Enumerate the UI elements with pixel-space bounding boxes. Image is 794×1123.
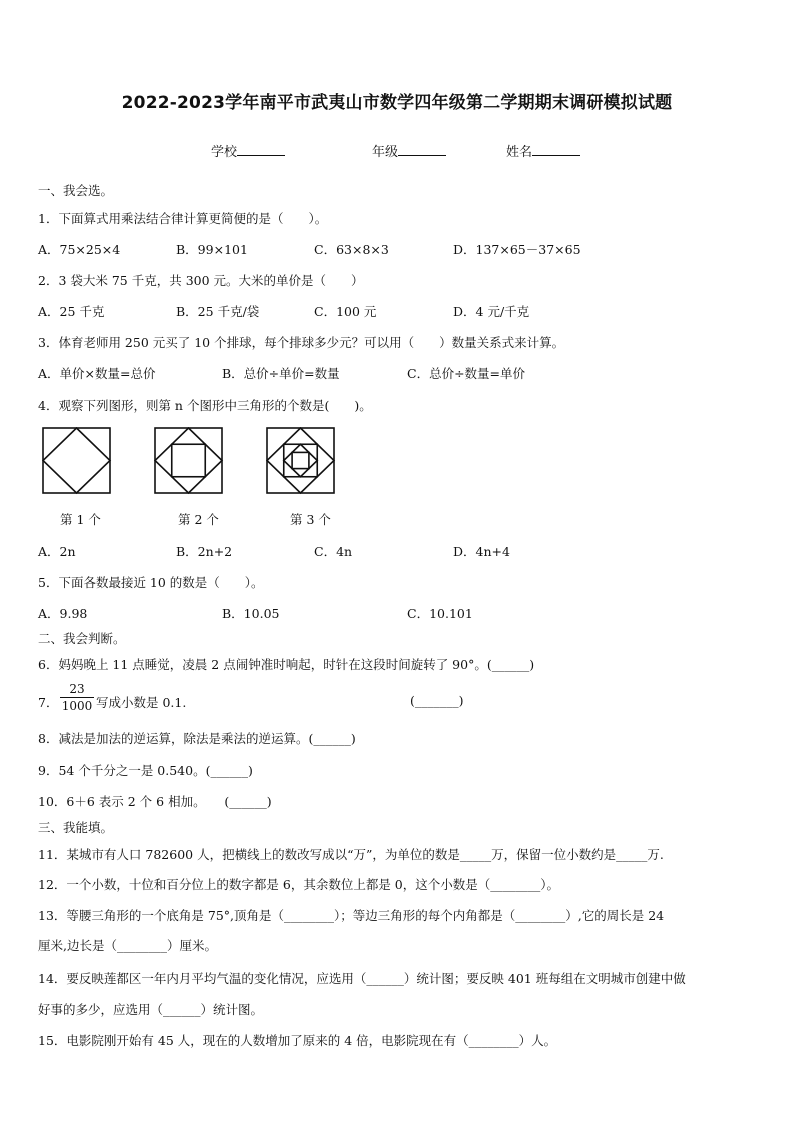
question-6: 6．妈妈晚上 11 点睡觉，凌晨 2 点闹钟准时响起，时针在这段时间旋转了 90°。(______) xyxy=(38,657,535,672)
q1-option-b[interactable]: B．99×101 xyxy=(176,242,248,257)
q2-option-c[interactable]: C．100 元 xyxy=(314,304,377,319)
figure-3 xyxy=(266,427,336,495)
q4-option-c[interactable]: C．4n xyxy=(314,544,353,559)
q2-option-d[interactable]: D．4 元/千克 xyxy=(453,304,530,319)
q4-option-b[interactable]: B．2n+2 xyxy=(176,544,233,559)
page-title: 2022-2023学年南平市武夷山市数学四年级第二学期期末调研模拟试题 xyxy=(121,93,673,113)
question-15: 15．电影院刚开始有 45 人，现在的人数增加了原来的 4 倍，电影院现在有（________）人。 xyxy=(38,1033,557,1048)
question-14-line-2: 好事的多少，应选用（______）统计图。 xyxy=(38,1002,264,1017)
figure-1 xyxy=(42,427,112,495)
question-5: 5．下面各数最接近 10 的数是（ ）。 xyxy=(38,575,264,590)
q1-option-d[interactable]: D．137×65－37×65 xyxy=(453,242,581,257)
figure-1-label: 第 1 个 xyxy=(60,512,101,527)
school-blank[interactable] xyxy=(237,143,285,156)
question-12: 12．一个小数，十位和百分位上的数字都是 6，其余数位上都是 0，这个小数是（________）。 xyxy=(38,877,560,892)
question-11: 11．某城市有人口 782600 人，把横线上的数改写成以“万”，为单位的数是_____万，保留一位小数约是_____万. xyxy=(38,847,664,862)
question-13-line-1: 13．等腰三角形的一个底角是 75°,顶角是（________）；等边三角形的每个内角都是（________）,它的周长是 24 xyxy=(38,908,665,923)
question-14-line-1: 14．要反映莲都区一年内月平均气温的变化情况，应选用（______）统计图；要反映 401 班每组在文明城市创建中做 xyxy=(38,971,686,986)
section-heading-judge: 二、我会判断。 xyxy=(38,631,126,646)
school-field xyxy=(211,141,285,160)
q3-option-c[interactable]: C．总价÷数量=单价 xyxy=(407,366,526,381)
question-10: 10．6＋6 表示 2 个 6 相加。 (______) xyxy=(38,794,272,809)
figure-2 xyxy=(154,427,224,495)
q1-option-a[interactable]: A．75×25×4 xyxy=(38,242,121,257)
question-9: 9．54 个千分之一是 0.540。(______) xyxy=(38,763,253,778)
question-3: 3．体育老师用 250 元买了 10 个排球，每个排球多少元？可以用（ ）数量关系式来计算。 xyxy=(38,335,565,350)
school-label: 学校 xyxy=(211,145,238,160)
q5-option-b[interactable]: B．10.05 xyxy=(222,606,280,621)
question-4: 4．观察下列图形，则第 n 个图形中三角形的个数是( )。 xyxy=(38,398,372,413)
name-field xyxy=(506,141,580,160)
q5-option-a[interactable]: A．9.98 xyxy=(38,606,88,621)
q2-option-a[interactable]: A．25 千克 xyxy=(38,304,105,319)
name-label: 姓名 xyxy=(506,145,533,160)
grade-blank[interactable] xyxy=(398,143,446,156)
grade-field xyxy=(372,141,446,160)
q7-answer-blank[interactable]: (_______) xyxy=(410,693,464,708)
question-7-prefix: 7． xyxy=(38,695,59,710)
name-blank[interactable] xyxy=(532,143,580,156)
q5-option-c[interactable]: C．10.101 xyxy=(407,606,473,621)
grade-label: 年级 xyxy=(372,145,399,160)
question-13-line-2: 厘米,边长是（________）厘米。 xyxy=(38,938,217,953)
q1-option-c[interactable]: C．63×8×3 xyxy=(314,242,389,257)
q2-option-b[interactable]: B．25 千克/袋 xyxy=(176,304,260,319)
q7-fraction xyxy=(60,682,94,713)
section-heading-fill: 三、我能填。 xyxy=(38,820,114,835)
question-7: 写成小数是 0.1. xyxy=(96,695,187,710)
figure-2-label: 第 2 个 xyxy=(178,512,219,527)
q3-option-b[interactable]: B．总价÷单价=数量 xyxy=(222,366,340,381)
question-8: 8．减法是加法的逆运算，除法是乘法的逆运算。(______) xyxy=(38,731,356,746)
q7-numerator: 23 xyxy=(60,682,94,698)
q4-option-d[interactable]: D．4n+4 xyxy=(453,544,510,559)
q4-option-a[interactable]: A．2n xyxy=(38,544,76,559)
question-1: 1．下面算式用乘法结合律计算更简便的是（ ）。 xyxy=(38,211,328,226)
figure-3-label: 第 3 个 xyxy=(290,512,331,527)
q7-denominator: 1000 xyxy=(61,699,93,713)
q3-option-a[interactable]: A．单价×数量=总价 xyxy=(38,366,156,381)
question-2: 2．3 袋大米 75 千克，共 300 元。大米的单价是（ ） xyxy=(38,273,364,288)
section-heading-choice: 一、我会选。 xyxy=(38,183,114,198)
